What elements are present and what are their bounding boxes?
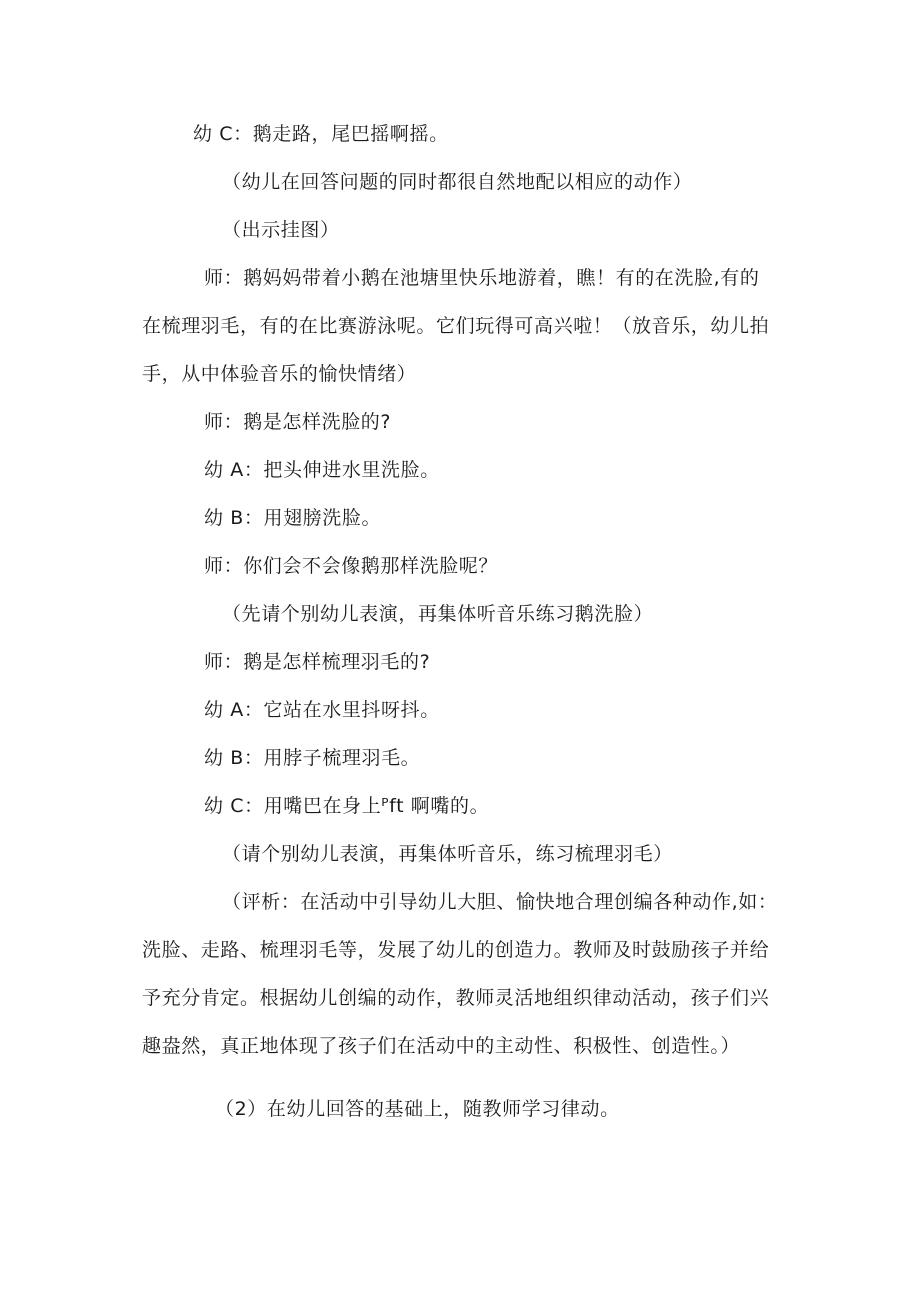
text-line-21: （2）在幼儿回答的基础上，随教师学习律动。 — [215, 1098, 620, 1120]
text-line-8: 幼 A：把头伸进水里洗脸。 — [204, 459, 440, 481]
text-line-2: （幼儿在回答问题的同时都很自然地配以相应的动作） — [222, 171, 693, 193]
text-line-10: 师：你们会不会像鹅那样洗脸呢？ — [204, 555, 499, 577]
text-line-7: 师：鹅是怎样洗脸的? — [204, 411, 392, 433]
text-line-18: 洗脸、走路、梳理羽毛等，发展了幼儿的创造力。教师及时鼓励孩子并给 — [142, 939, 770, 961]
text-line-11: （先请个别幼儿表演，再集体听音乐练习鹅洗脸） — [222, 603, 654, 625]
text-line-1: 幼 C：鹅走路，尾巴摇啊摇。 — [193, 123, 449, 145]
text-line-5: 在梳理羽毛，有的在比赛游泳呢。它们玩得可高兴啦！（放音乐，幼儿拍 — [142, 315, 770, 337]
text-line-15: 幼 C：用嘴巴在身上ᴾft 啊嘴的。 — [204, 795, 490, 817]
text-line-3: （出示挂图） — [222, 219, 340, 241]
text-line-19: 予充分肯定。根据幼儿创编的动作，教师灵活地组织律动活动，孩子们兴 — [142, 987, 770, 1009]
text-line-4: 师：鹅妈妈带着小鹅在池塘里快乐地游着，瞧！有的在洗脸,有的 — [204, 267, 760, 289]
text-line-9: 幼 B：用翅膀洗脸。 — [204, 507, 382, 529]
text-line-17: （评析：在活动中引导幼儿大胆、愉快地合理创编各种动作,如： — [222, 891, 778, 913]
text-line-14: 幼 B：用脖子梳理羽毛。 — [204, 747, 421, 769]
text-line-16: （请个别幼儿表演，再集体听音乐，练习梳理羽毛） — [222, 843, 673, 865]
text-line-12: 师：鹅是怎样梳理羽毛的? — [204, 651, 431, 673]
text-line-20: 趣盎然，真正地体现了孩子们在活动中的主动性、积极性、创造性。） — [142, 1035, 741, 1057]
text-line-6: 手，从中体验音乐的愉快情绪） — [142, 363, 417, 385]
text-line-13: 幼 A：它站在水里抖呀抖。 — [204, 699, 440, 721]
